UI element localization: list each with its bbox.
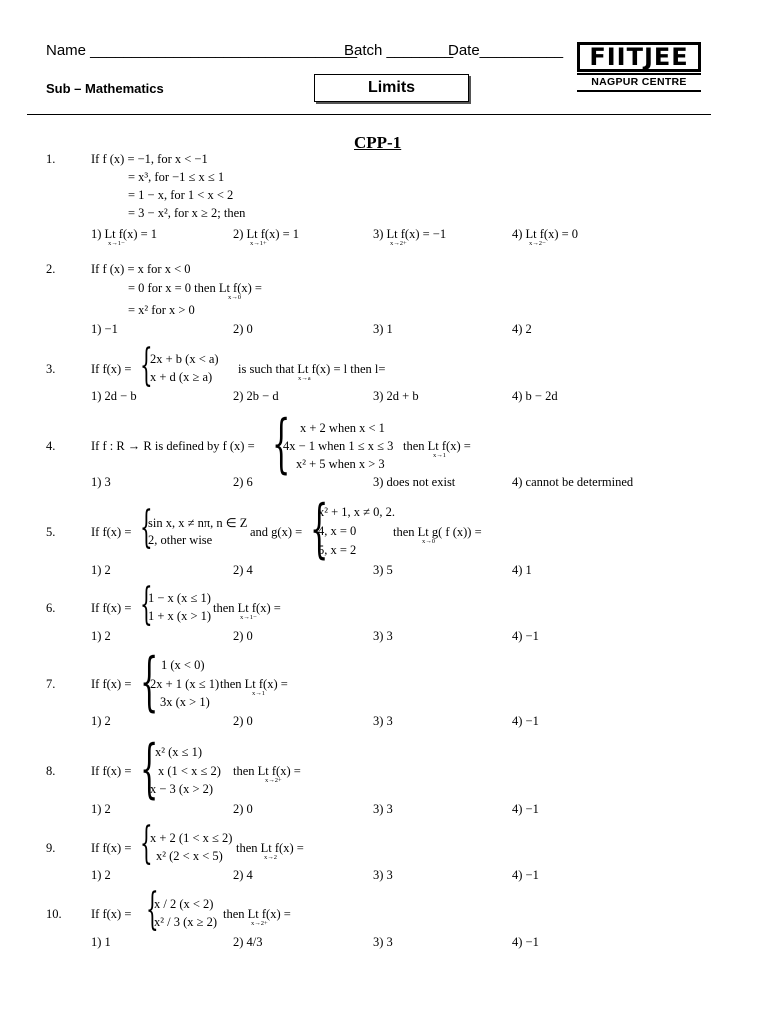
option-text: 4) −1: [512, 714, 539, 728]
limit-subscript: x→2+: [265, 777, 282, 784]
option-text: 3) 3: [373, 935, 393, 949]
question-number: 5.: [46, 525, 56, 539]
question-number: 9.: [46, 841, 56, 855]
option-text: 4) −1: [512, 802, 539, 816]
question-line: = 0 for x = 0 then Lt f(x) =: [128, 281, 262, 295]
option-3[interactable]: [373, 322, 393, 337]
option-text: 3) 3: [373, 802, 393, 816]
option-1[interactable]: [91, 868, 111, 883]
option-text: 3) 3: [373, 714, 393, 728]
limit-subscript: x→1: [433, 452, 446, 459]
limit-subscript: x→a: [298, 375, 311, 382]
option-text: 1) 2: [91, 563, 111, 577]
option-4[interactable]: [512, 389, 558, 404]
question-line: = x³, for −1 ≤ x ≤ 1: [128, 170, 225, 184]
limit-subscript: x→1+: [250, 240, 267, 247]
case-line: 1 + x (x > 1): [148, 609, 212, 623]
brace-symbol: {: [146, 884, 159, 935]
case-line: 3x (x > 1): [160, 695, 210, 709]
option-3[interactable]: [373, 227, 446, 242]
brace-symbol: {: [310, 492, 329, 566]
option-text: 2) 0: [233, 322, 253, 336]
option-text: 1) 2: [91, 802, 111, 816]
question-number: 3.: [46, 362, 56, 376]
option-4[interactable]: [512, 629, 539, 644]
option-1[interactable]: [91, 389, 137, 404]
option-text: 4) −1: [512, 868, 539, 882]
question-line: If f(x) =: [91, 677, 132, 691]
case-line: 2x + b (x < a): [150, 352, 219, 366]
option-2[interactable]: [233, 802, 253, 817]
option-text: 2) 0: [233, 714, 253, 728]
case-line: x² + 1, x ≠ 0, 2.: [318, 505, 396, 519]
case-line: 2, other wise: [148, 533, 213, 547]
option-text: 4) b − 2d: [512, 389, 558, 403]
question-line: If f (x) = −1, for x < −1: [91, 152, 208, 166]
limit-subscript: x→2−: [529, 240, 546, 247]
option-text: 1) 1: [91, 935, 111, 949]
option-1[interactable]: [91, 714, 111, 729]
option-text: 1) 2: [91, 868, 111, 882]
limit-subscript: x→2+: [390, 240, 407, 247]
option-2[interactable]: [233, 322, 253, 337]
question-number: 6.: [46, 601, 56, 615]
subject-label: Sub – Mathematics: [46, 81, 164, 96]
brace-symbol: {: [140, 502, 153, 553]
case-line: x + 2 (1 < x ≤ 2): [150, 831, 233, 845]
option-1[interactable]: [91, 802, 111, 817]
option-text: 4) 1: [512, 563, 532, 577]
case-line: 1 − x (x ≤ 1): [148, 591, 211, 605]
option-2[interactable]: [233, 389, 279, 404]
question-line: then Lt g( f (x)) =: [393, 525, 482, 539]
option-1[interactable]: [91, 629, 111, 644]
question-line: If f(x) =: [91, 362, 132, 376]
option-text: 2) Lt f(x) = 1: [233, 227, 300, 241]
question-line: then Lt f(x) =: [220, 677, 288, 691]
case-line: x (1 < x ≤ 2): [158, 764, 221, 778]
option-text: 2) 4: [233, 563, 253, 577]
question-line: then Lt f(x) =: [223, 907, 291, 921]
question-line: If f(x) =: [91, 764, 132, 778]
brace-symbol: {: [140, 579, 153, 630]
brace-symbol: {: [140, 340, 153, 391]
option-text: 1) Lt f(x) = 1: [91, 227, 158, 241]
option-text: 1) 2: [91, 714, 111, 728]
option-text: 3) 3: [373, 868, 393, 882]
option-4[interactable]: [512, 868, 539, 883]
limit-subscript: x→2: [264, 854, 277, 861]
case-line: 1 (x < 0): [161, 658, 205, 672]
case-line: 2x + 1 (x ≤ 1): [150, 677, 220, 691]
option-3[interactable]: [373, 389, 419, 404]
option-text: 3) Lt f(x) = −1: [373, 227, 447, 241]
case-line: x + d (x ≥ a): [150, 370, 213, 384]
fiitjee-logo: [577, 42, 701, 90]
option-3[interactable]: [373, 868, 393, 883]
option-text: 3) 1: [373, 322, 393, 336]
option-4[interactable]: [512, 935, 539, 950]
option-text: 2) 4: [233, 868, 253, 882]
brace-symbol: {: [140, 645, 159, 719]
option-2[interactable]: [233, 629, 253, 644]
brace-symbol: {: [140, 818, 153, 869]
option-1[interactable]: [91, 563, 111, 578]
topic-label: Limits: [367, 79, 416, 96]
question-number: 8.: [46, 764, 56, 778]
batch-field-line[interactable]: Batch ________: [344, 42, 454, 59]
question-line: If f : R → R is defined by f (x) =: [91, 439, 255, 453]
option-2[interactable]: [233, 935, 263, 950]
option-4[interactable]: [512, 475, 633, 490]
limit-subscript: x→1−: [240, 614, 257, 621]
question-line: If f (x) = x for x < 0: [91, 262, 191, 276]
option-2[interactable]: [233, 475, 253, 490]
option-1[interactable]: [91, 322, 118, 337]
limit-subscript: x→1−: [108, 240, 125, 247]
logo-centre-label: NAGPUR CENTRE: [591, 76, 687, 88]
option-text: 3) does not exist: [373, 475, 456, 489]
case-line: x² + 5 when x > 3: [296, 457, 385, 471]
option-2[interactable]: [233, 868, 253, 883]
question-number: 7.: [46, 677, 56, 691]
option-text: 4) −1: [512, 935, 539, 949]
sheet-title: CPP-1: [354, 133, 402, 152]
option-1[interactable]: [91, 475, 111, 490]
question-number: 1.: [46, 152, 56, 166]
brace-symbol: {: [140, 732, 159, 806]
case-line: 5, x = 2: [318, 543, 357, 557]
question-line: If f(x) =: [91, 601, 132, 615]
question-line: If f(x) =: [91, 525, 132, 539]
option-text: 3) 5: [373, 563, 393, 577]
question-line: If f(x) =: [91, 907, 132, 921]
option-2[interactable]: [233, 563, 253, 578]
option-text: 2) 2b − d: [233, 389, 279, 403]
question-line: and g(x) =: [250, 525, 303, 539]
option-2[interactable]: [233, 714, 253, 729]
brace-symbol: {: [272, 407, 291, 481]
option-4[interactable]: [512, 714, 539, 729]
option-4[interactable]: [512, 322, 532, 337]
question-line: then Lt f(x) =: [403, 439, 471, 453]
limit-subscript: x→0: [422, 538, 435, 545]
option-text: 3) 2d + b: [373, 389, 419, 403]
question-line: = x² for x > 0: [128, 303, 195, 317]
case-line: x + 2 when x < 1: [300, 421, 385, 435]
option-3[interactable]: [373, 563, 393, 578]
question-number: 4.: [46, 439, 56, 453]
question-line: If f(x) =: [91, 841, 132, 855]
limit-subscript: x→1: [252, 690, 265, 697]
option-text: 2) 6: [233, 475, 253, 489]
option-text: 1) 2: [91, 629, 111, 643]
case-line: 4, x = 0: [318, 524, 357, 538]
option-text: 4) 2: [512, 322, 532, 336]
question-number: 10.: [46, 907, 62, 921]
option-4[interactable]: [512, 802, 539, 817]
option-text: 2) 0: [233, 629, 253, 643]
date-field-line[interactable]: Date__________: [448, 42, 564, 59]
question-line: then Lt f(x) =: [233, 764, 301, 778]
question-line: = 1 − x, for 1 < x < 2: [128, 188, 234, 202]
question-line: is such that Lt f(x) = l then l=: [238, 362, 386, 376]
option-3[interactable]: [373, 475, 455, 490]
question-line: = 3 − x², for x ≥ 2; then: [128, 206, 246, 220]
option-3[interactable]: [373, 802, 393, 817]
option-4[interactable]: [512, 563, 532, 578]
case-line: x² / 3 (x ≥ 2): [154, 915, 218, 929]
topic-box: [314, 74, 469, 102]
option-3[interactable]: [373, 714, 393, 729]
case-line: 4x − 1 when 1 ≤ x ≤ 3: [283, 439, 394, 453]
case-line: x² (x ≤ 1): [155, 745, 203, 759]
option-text: 4) Lt f(x) = 0: [512, 227, 579, 241]
question-line: then Lt f(x) =: [213, 601, 281, 615]
name-field-line[interactable]: Name ________________________________: [46, 42, 358, 59]
option-text: 1) 2d − b: [91, 389, 137, 403]
case-line: x − 3 (x > 2): [150, 782, 214, 796]
option-text: 2) 0: [233, 802, 253, 816]
header-divider: [27, 114, 711, 115]
option-text: 1) −1: [91, 322, 118, 336]
option-text: 4) cannot be determined: [512, 475, 634, 489]
option-1[interactable]: [91, 935, 111, 950]
option-3[interactable]: [373, 629, 393, 644]
limit-subscript: x→2+: [251, 920, 268, 927]
option-text: 3) 3: [373, 629, 393, 643]
case-line: sin x, x ≠ nπ, n ∈ Z: [148, 516, 248, 530]
option-text: 2) 4/3: [233, 935, 263, 949]
option-3[interactable]: [373, 935, 393, 950]
limit-subscript: x→0: [228, 294, 241, 301]
option-text: 1) 3: [91, 475, 111, 489]
case-line: x² (2 < x < 5): [156, 849, 223, 863]
question-line: then Lt f(x) =: [236, 841, 304, 855]
logo-wordmark: FIITJEE: [577, 42, 701, 72]
option-text: 4) −1: [512, 629, 539, 643]
question-number: 2.: [46, 262, 56, 276]
case-line: x / 2 (x < 2): [154, 897, 214, 911]
